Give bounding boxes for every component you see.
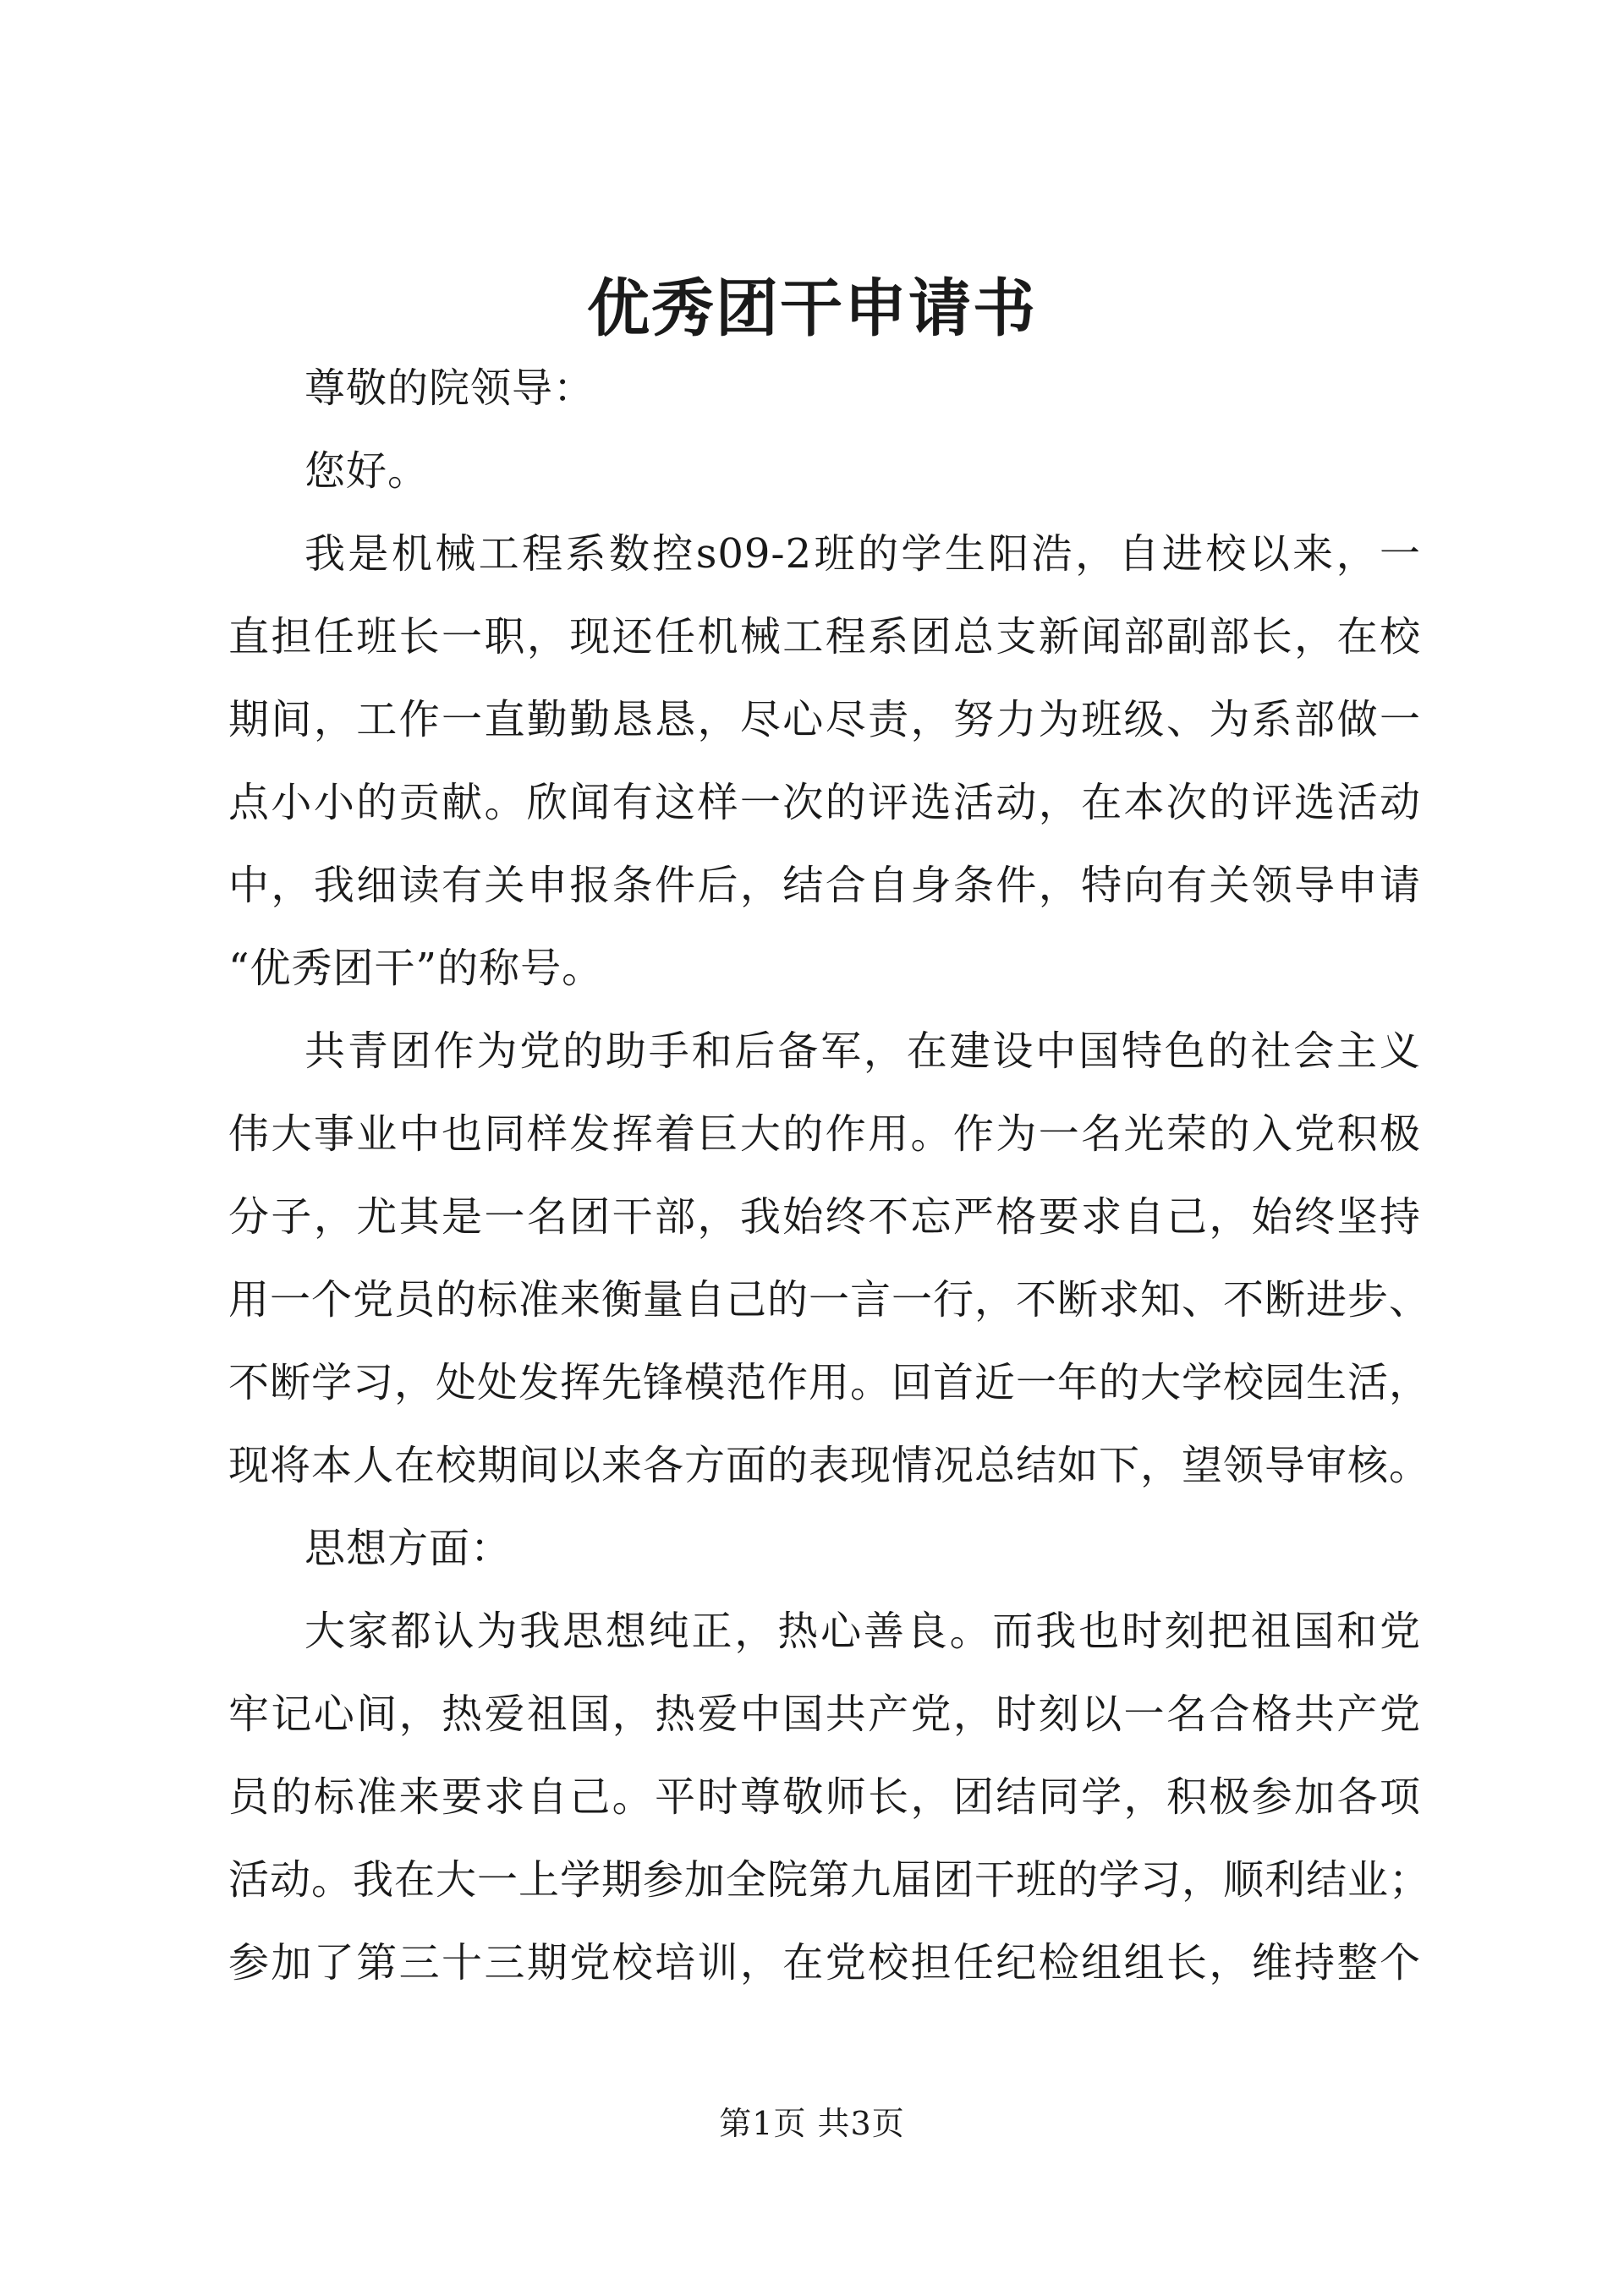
paragraph-line: 分子，尤其是一名团干部，我始终不忘严格要求自己，始终坚持	[228, 1193, 1421, 1241]
paragraph-line: 大家都认为我思想纯正，热心善良。而我也时刻把祖国和党	[304, 1608, 1421, 1655]
paragraph-line: 牢记心间，热爱祖国，热爱中国共产党，时刻以一名合格共产党	[228, 1690, 1421, 1738]
paragraph-line: 活动。我在大一上学期参加全院第九届团干班的学习，顺利结业；	[228, 1856, 1431, 1904]
greeting-line: 您好。	[304, 447, 430, 495]
paragraph-line: 员的标准来要求自己。平时尊敬师长，团结同学，积极参加各项	[228, 1773, 1421, 1821]
paragraph-line: 不断学习，处处发挥先锋模范作用。回首近一年的大学校园生活，	[228, 1359, 1431, 1406]
paragraph-line: “优秀团干”的称号。	[228, 945, 604, 992]
paragraph-line: 点小小的贡献。欣闻有这样一次的评选活动，在本次的评选活动	[228, 779, 1421, 826]
paragraph-line: 期间，工作一直勤勤恳恳，尽心尽责，努力为班级、为系部做一	[228, 696, 1421, 743]
page-footer: 第1页 共3页	[719, 2105, 905, 2142]
paragraph-line: 我是机械工程系数控s09-2班的学生阳浩，自进校以来，一	[304, 530, 1421, 578]
paragraph-line: 直担任班长一职，现还任机械工程系团总支新闻部副部长，在校	[228, 613, 1421, 660]
paragraph-line: 中，我细读有关申报条件后，结合自身条件，特向有关领导申请	[228, 862, 1421, 909]
paragraph-line: 共青团作为党的助手和后备军，在建设中国特色的社会主义	[304, 1027, 1421, 1075]
document-body	[228, 347, 1431, 2004]
paragraph-line: 伟大事业中也同样发挥着巨大的作用。作为一名光荣的入党积极	[228, 1110, 1421, 1158]
paragraph-line: 现将本人在校期间以来各方面的表现情况总结如下，望领导审核。	[228, 1442, 1431, 1489]
salutation-line: 尊敬的院领导：	[304, 364, 595, 412]
section-heading: 思想方面：	[304, 1525, 513, 1572]
paragraph-line: 用一个党员的标准来衡量自己的一言一行，不断求知、不断进步、	[228, 1276, 1431, 1323]
document-title: 优秀团干申请书	[587, 272, 1037, 345]
paragraph-line: 参加了第三十三期党校培训，在党校担任纪检组组长，维持整个	[228, 1939, 1421, 1986]
